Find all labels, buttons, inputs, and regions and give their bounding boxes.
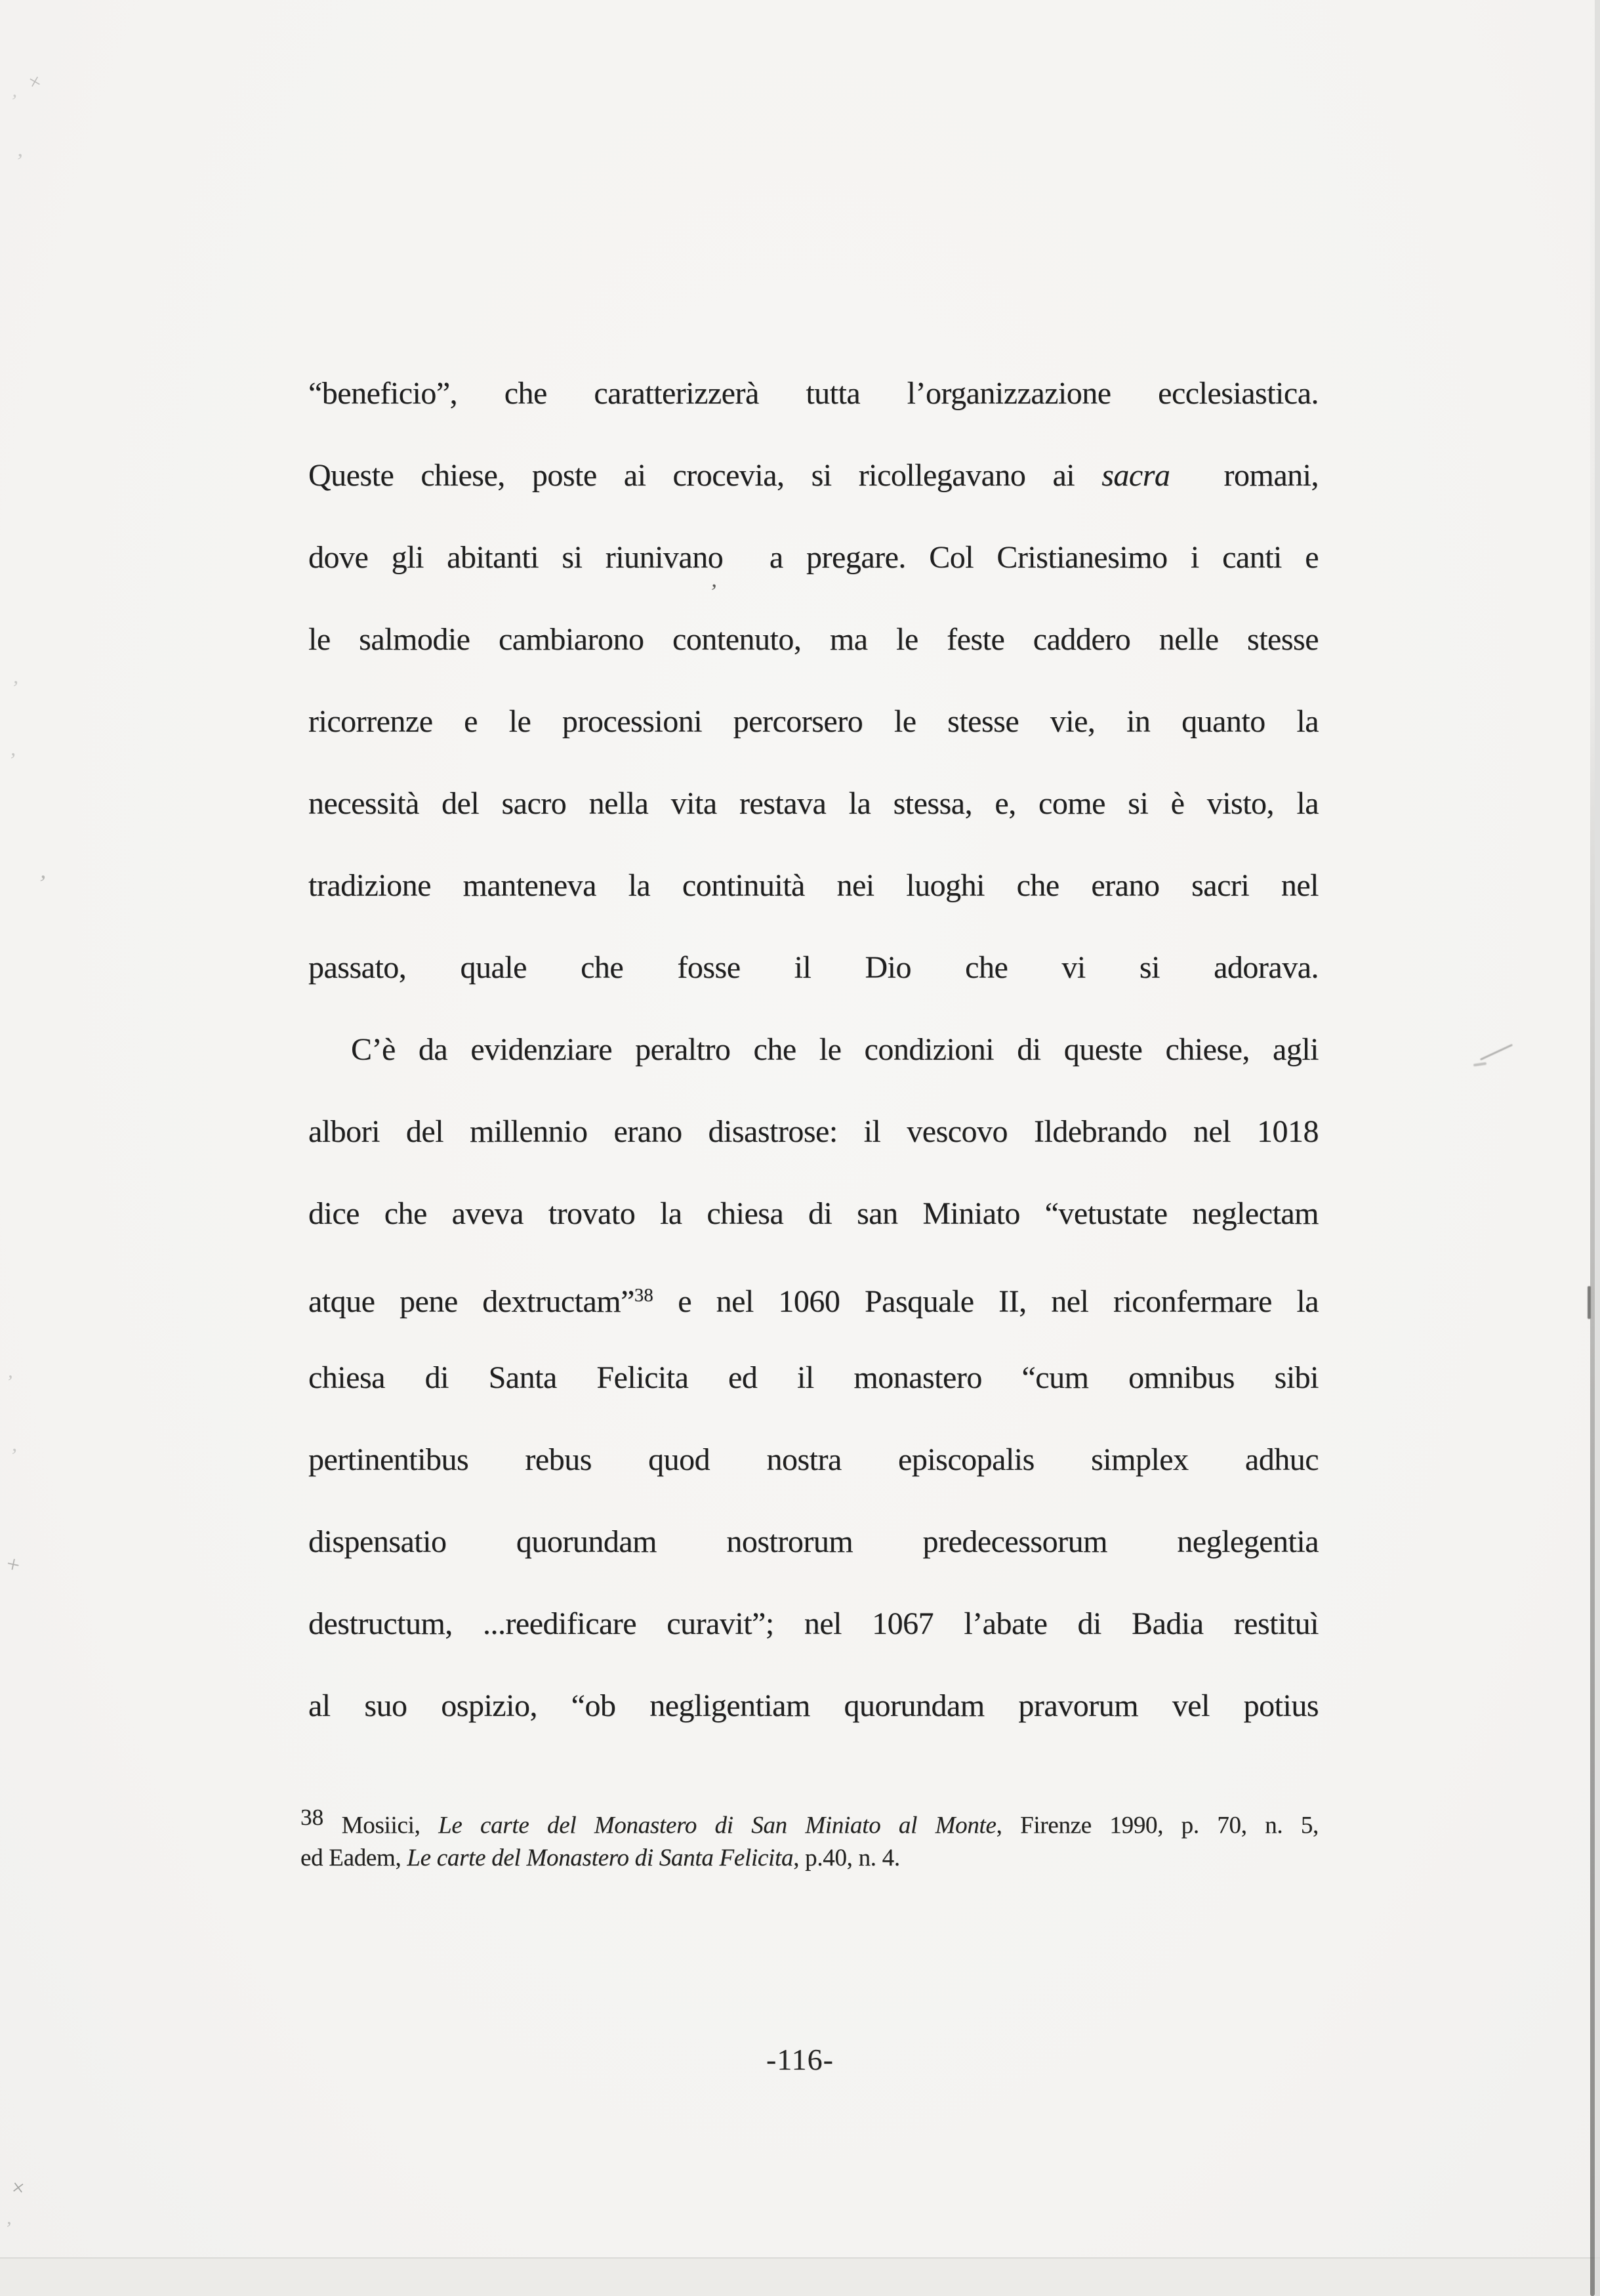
page-number: -116- — [766, 2043, 834, 2076]
page-edge-shadow — [1590, 0, 1595, 2296]
pencil-cross-mark: × — [10, 2175, 26, 2202]
text-segment: e nel 1060 Pasquale II, nel riconfermare la — [653, 1284, 1319, 1319]
text-segment: chiesa di Santa Felicita ed il monastero “cum omnibus sibi — [308, 1360, 1319, 1395]
text-segment: , Firenze 1990, p. 70, n. 5, — [996, 1812, 1319, 1839]
text-segment: Queste chiese, poste ai crocevia, si ricollegavano ai — [308, 458, 1102, 493]
text-line — [308, 1583, 1319, 1665]
text-segment: necessità del sacro nella vita restava la stessa, e, come si è visto, la — [308, 786, 1319, 821]
text-segment: dice che aveva trovato la chiesa di san Miniato “vetustate neglectam — [308, 1196, 1319, 1231]
text-line — [308, 516, 1319, 598]
hole-impression-mark: ’ — [8, 747, 18, 772]
hole-impression-mark: ’ — [35, 869, 49, 897]
text-line — [308, 927, 1319, 1009]
text-segment: Le carte del Monastero di San Miniato al Monte — [438, 1812, 996, 1839]
body-text — [308, 352, 1319, 1747]
text-segment: dispensatio quorundam nostrorum predecessorum neglegentia — [308, 1524, 1319, 1559]
text-segment: pertinentibus rebus quod nostra episcopalis simplex adhuc — [308, 1442, 1319, 1477]
text-segment: C’è da evidenziare peraltro che le condizioni di queste chiese, agli — [351, 1032, 1319, 1067]
text-segment: sacra — [1101, 458, 1170, 493]
pen-slash-mark — [1473, 1062, 1487, 1067]
text-segment: dove gli abitanti si riunivano a pregare. Col Cristianesimo i canti e — [308, 540, 1319, 575]
text-line — [308, 434, 1319, 516]
text-line — [308, 598, 1319, 680]
text-line — [308, 1255, 1319, 1337]
text-line — [300, 1838, 1319, 1879]
text-line — [308, 1337, 1319, 1419]
text-line — [308, 680, 1319, 762]
text-segment: , p.40, n. 4. — [793, 1845, 900, 1871]
text-segment: albori del millennio erano disastrose: il vescovo Ildebrando nel 1018 — [308, 1114, 1319, 1149]
footnote-reference: 38 — [300, 1805, 324, 1830]
hole-impression-mark: ’ — [9, 1443, 19, 1468]
text-segment: al suo ospizio, “ob negligentiam quorundam pravorum vel potius — [308, 1688, 1319, 1723]
text-line — [308, 1009, 1319, 1091]
text-line — [308, 845, 1319, 927]
text-line — [308, 1091, 1319, 1173]
hole-impression-mark: ’ — [4, 2217, 13, 2240]
text-line — [308, 762, 1319, 845]
hole-impression-mark: ’ — [14, 149, 24, 175]
text-segment: ed Eadem, — [300, 1845, 407, 1871]
text-segment: le salmodie cambiarono contenuto, ma le feste caddero nelle stesse — [308, 622, 1319, 657]
text-line — [308, 1665, 1319, 1747]
scan-bed-strip — [0, 2257, 1600, 2296]
text-segment: romani, — [1170, 458, 1319, 493]
footnote — [300, 1797, 1319, 1879]
text-segment: Le carte del Monastero di Santa Felicita — [407, 1845, 794, 1871]
pencil-scribble-mark: × — [26, 68, 44, 94]
text-segment: atque pene dextructam” — [308, 1284, 634, 1319]
text-segment: Mosiici, — [323, 1812, 439, 1839]
page-edge-highlight — [1595, 0, 1600, 2296]
pen-slash-mark — [1480, 1044, 1513, 1061]
text-line — [308, 1501, 1319, 1583]
typewriter-comma-artifact: ’ — [708, 579, 718, 605]
pencil-cross-mark: + — [4, 1550, 23, 1579]
text-line — [300, 1797, 1319, 1838]
text-segment: ricorrenze e le processioni percorsero le stesse vie, in quanto la — [308, 704, 1319, 739]
text-segment: “beneficio”, che caratterizzerà tutta l’organizzazione ecclesiastica. — [308, 376, 1319, 411]
text-segment: passato, quale che fosse il Dio che vi si adorava. — [308, 950, 1319, 985]
hole-impression-mark: ’ — [9, 90, 19, 113]
text-line — [308, 352, 1319, 434]
text-segment: destructum, ...reedificare curavit”; nel 1067 l’abate di Badia restituì — [308, 1606, 1319, 1641]
text-line — [308, 1173, 1319, 1255]
text-segment: tradizione manteneva la continuità nei luoghi che erano sacri nel — [308, 868, 1319, 903]
hole-impression-mark: ’ — [5, 1371, 14, 1394]
hole-impression-mark: ’ — [10, 675, 20, 700]
text-line — [308, 1419, 1319, 1501]
footnote-reference: 38 — [634, 1285, 653, 1306]
